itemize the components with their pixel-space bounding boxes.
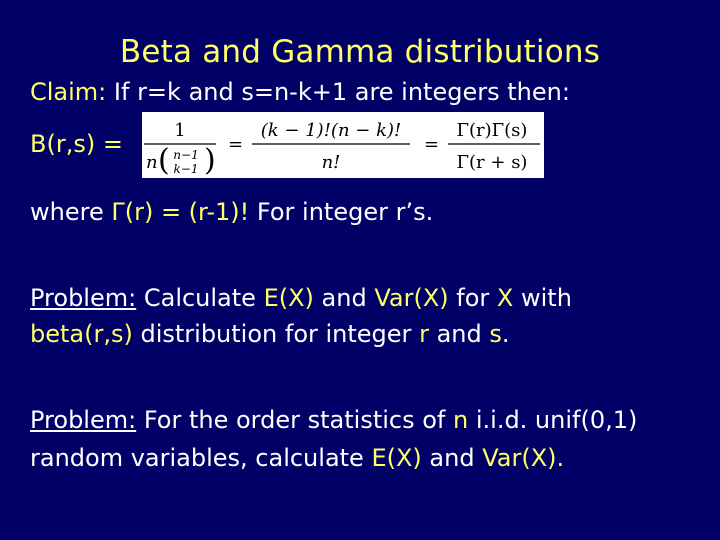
right-numerator: Γ(r)Γ(s) [456, 120, 528, 141]
binom-open-paren: ( [158, 143, 170, 178]
factor-n: n [146, 152, 158, 173]
middle-numerator: (k − 1)!(n − k)! [260, 120, 402, 141]
claim-label: Claim: [30, 78, 114, 106]
problem2-text: . [556, 444, 565, 472]
problem2-line2 [30, 444, 564, 472]
variable-n: n [453, 406, 469, 434]
problem2-text: i.i.d. unif(0,1) [468, 406, 638, 434]
fraction-one: 1 [174, 120, 186, 141]
equals-1: = [228, 134, 244, 155]
binom-bottom: k−1 [173, 162, 199, 176]
equals-2: = [424, 134, 440, 155]
middle-denominator: n! [321, 152, 341, 173]
beta-formula-svg [142, 112, 544, 178]
variable-s: s [489, 320, 502, 348]
problem1-text: Calculate [136, 284, 264, 312]
problem2-text: For the order statistics of [136, 406, 453, 434]
binom-top: n−1 [173, 148, 199, 162]
problem1-line2 [30, 320, 510, 348]
problem1-text: distribution for integer [132, 320, 420, 348]
problem2-text: random variables, calculate [30, 444, 372, 472]
right-denominator: Γ(r + s) [456, 152, 528, 173]
claim-text: If r=k and s=n-k+1 are integers then: [113, 78, 570, 106]
variance-term: Var(X) [374, 284, 449, 312]
problem2-line1 [30, 406, 637, 434]
where-suffix: For integer r’s. [249, 198, 434, 226]
problem1-line1 [30, 284, 572, 312]
claim-line [30, 78, 570, 106]
formula-image [142, 112, 544, 178]
variable-r: r [419, 320, 429, 348]
problem1-label: Problem: [30, 284, 137, 312]
problem1-text: . [501, 320, 510, 348]
problem1-text: for [448, 284, 497, 312]
variable-x: X [496, 284, 514, 312]
binom-close-paren: ) [204, 143, 216, 178]
problem2-text: and [421, 444, 483, 472]
slide-title: Beta and Gamma distributions [119, 34, 601, 70]
problem1-text: and [313, 284, 375, 312]
expectation-term: E(X) [371, 444, 422, 472]
expectation-term: E(X) [263, 284, 314, 312]
problem2-label: Problem: [30, 406, 137, 434]
where-prefix: where [30, 198, 112, 226]
gamma-factorial-expression: Γ(r) = (r-1)! [111, 198, 250, 226]
beta-distribution-term: beta(r,s) [30, 320, 133, 348]
problem1-text: with [513, 284, 572, 312]
variance-term: Var(X) [482, 444, 557, 472]
where-line [30, 198, 433, 226]
problem1-text: and [428, 320, 490, 348]
beta-function-expression: B(r,s) = [30, 130, 123, 158]
